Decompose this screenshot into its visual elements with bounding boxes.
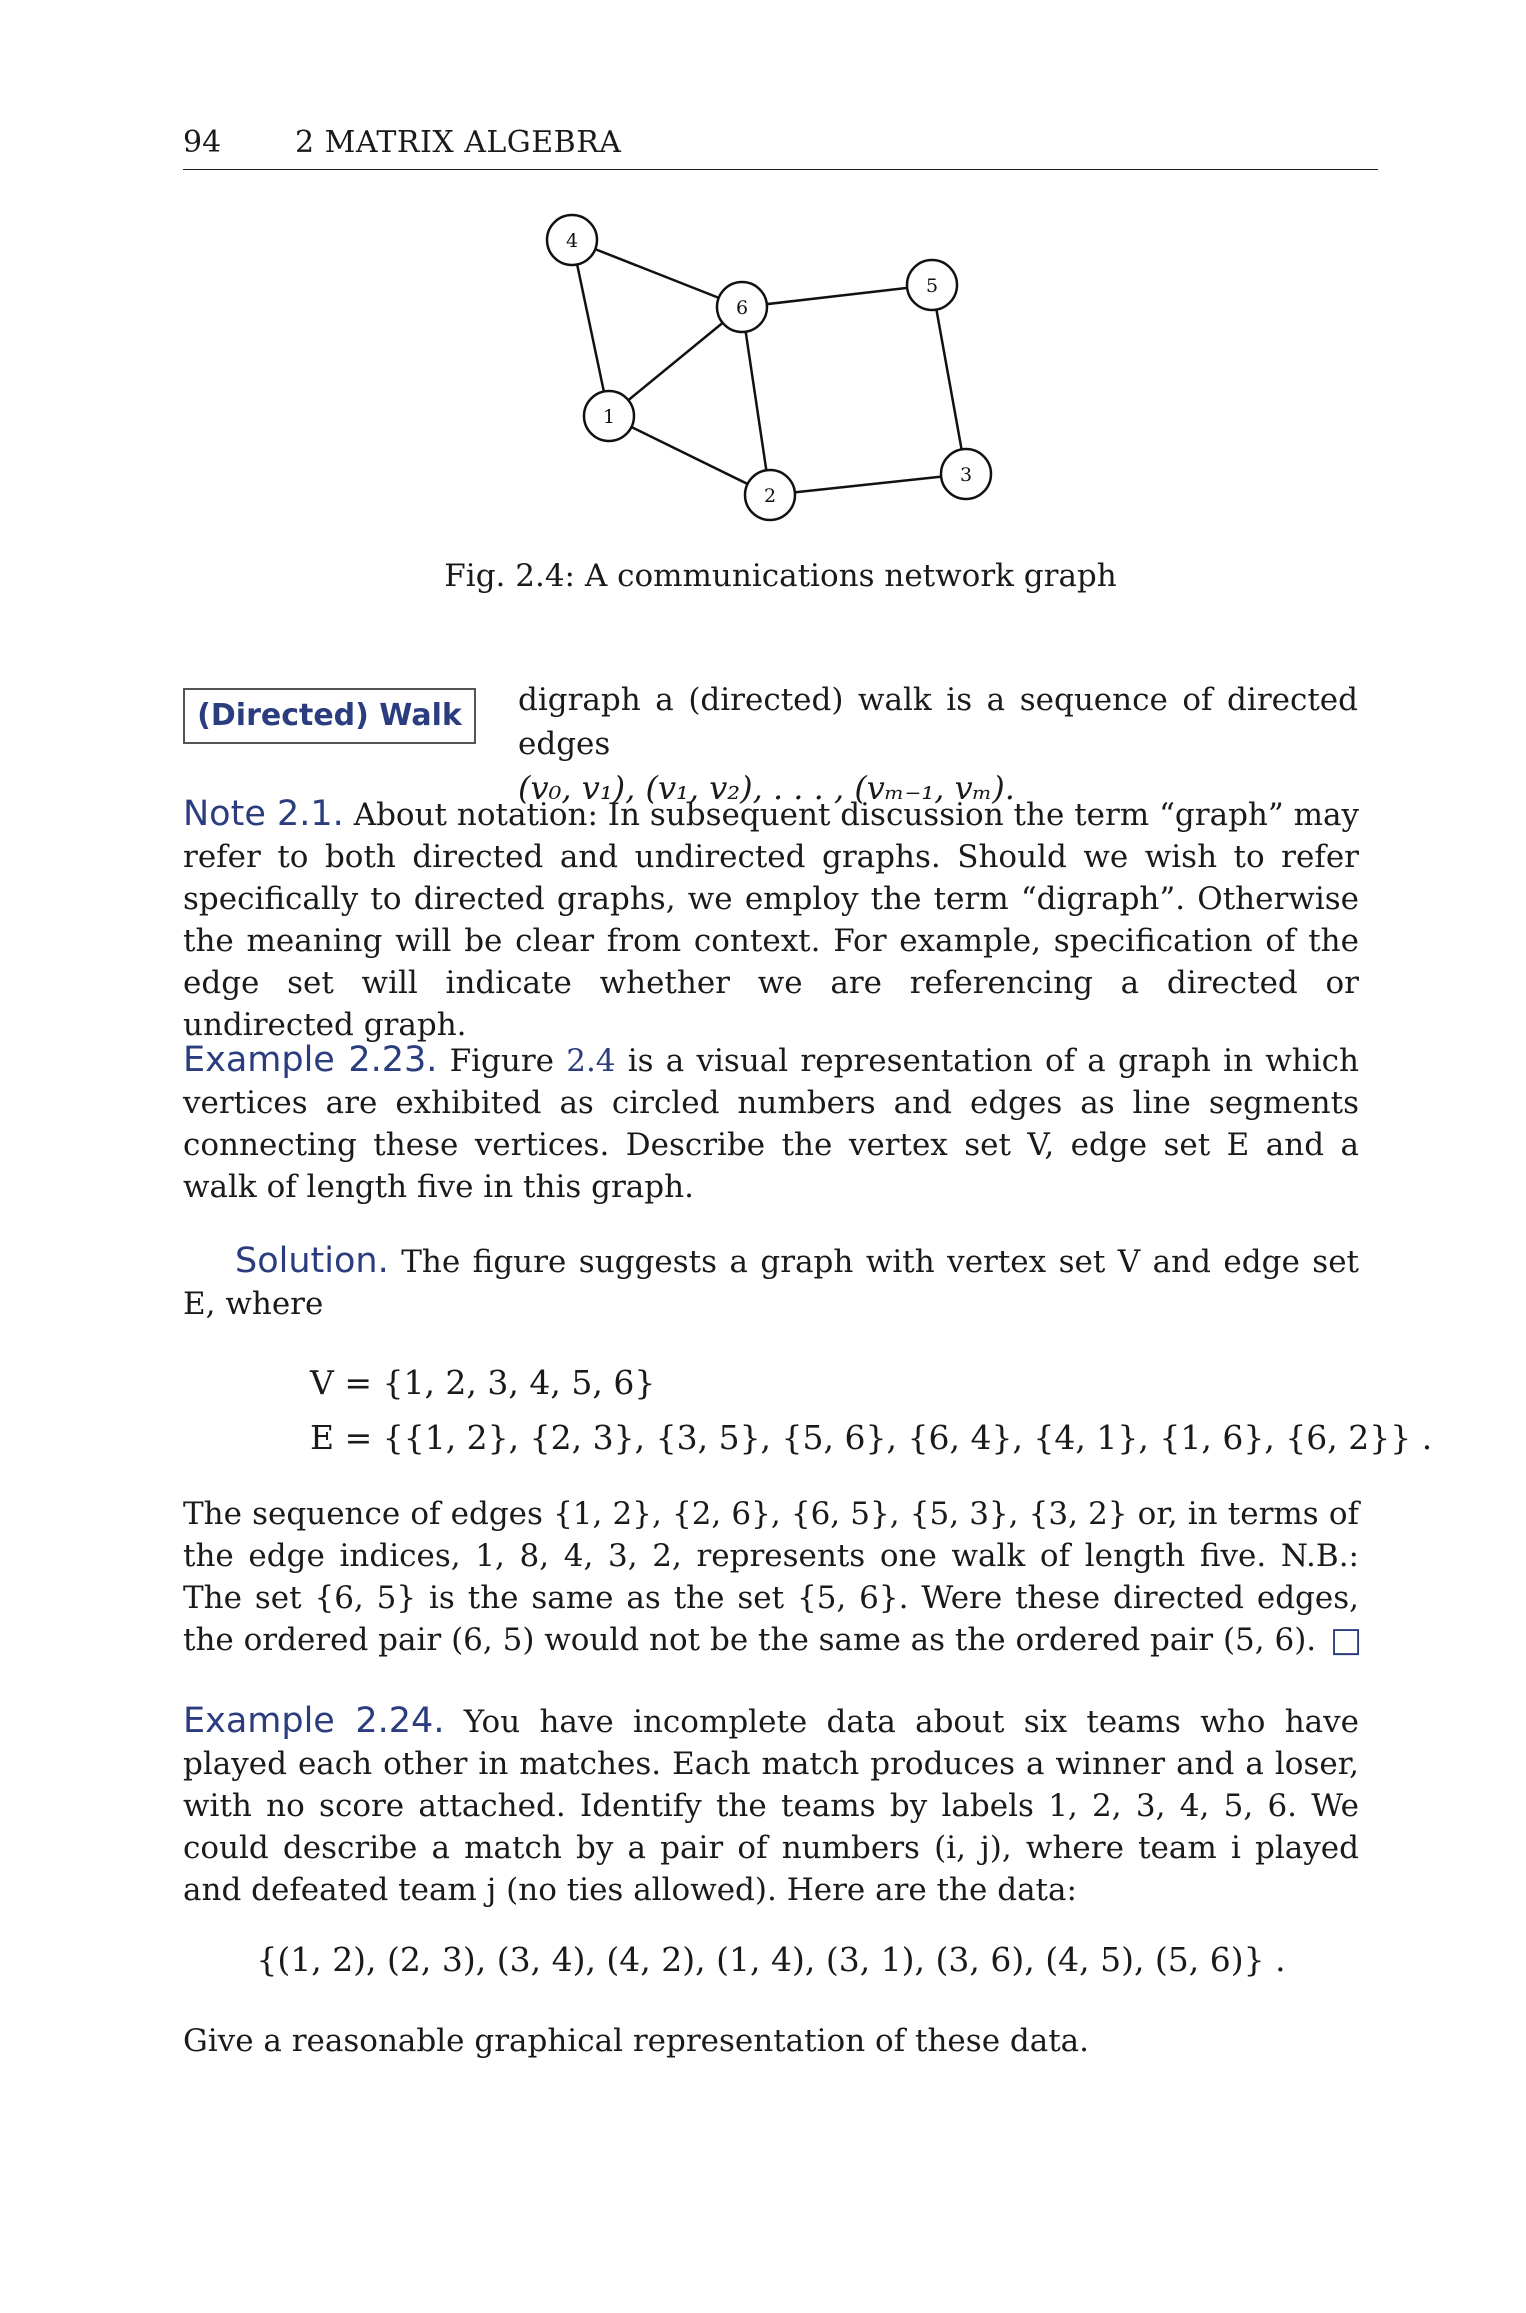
- edge-1-2: [609, 416, 770, 495]
- walk-definition: [518, 678, 1358, 810]
- running-header: [183, 125, 1378, 170]
- example-text: You have incomplete data about six teams who have played each other in matches. Each match produces a winner and a loser, with no score attached. Identify the teams by labels 1, 2, 3, 4, 5, 6. We could describe a match by a pair of numbers (i, j), where team i played and defeated team j (no ties allowed). Here are the data:: [183, 1704, 1360, 1908]
- example-heading: Example 2.24.: [183, 1701, 445, 1741]
- solution-text: The figure suggests a graph with vertex set V and edge set E, where: [183, 1244, 1359, 1322]
- margin-definition-box: (Directed) Walk: [183, 688, 476, 744]
- closing-sentence: Give a reasonable graphical representation of these data.: [183, 2023, 1090, 2059]
- solution-intro: [183, 1240, 1359, 1325]
- example-text-after: is a visual representation of a graph in which vertices are exhibited as circled numbers and edges as line segments connecting these vertices. Describe the vertex set V, edge set E and a walk of length five in this graph.: [183, 1043, 1359, 1205]
- edge-6-5: [742, 285, 932, 307]
- vertex-1: [584, 391, 634, 441]
- edge-6-2: [742, 307, 770, 495]
- solution-paragraph: [183, 1493, 1359, 1661]
- example-text-before: Figure: [449, 1043, 555, 1079]
- example-heading: Example 2.23.: [183, 1040, 438, 1080]
- example-2-23: [183, 1039, 1359, 1208]
- vertex-label: 4: [565, 230, 579, 252]
- vertex-label: 2: [763, 485, 777, 507]
- note-heading: Note 2.1.: [183, 794, 344, 834]
- solution-paragraph-text: The sequence of edges {1, 2}, {2, 6}, {6, 5}, {5, 3}, {3, 2} or, in terms of the edge indices, 1, 8, 4, 3, 2, represents one walk of length five. N.B.: The set {6, 5} is the same as the set {5, 6}. Were these directed edges, the ordered pair (6, 5) would not be the same as the ordered pair (5, 6).: [183, 1496, 1359, 1658]
- match-data-equation: {(1, 2), (2, 3), (3, 4), (4, 2), (1, 4), (3, 1), (3, 6), (4, 5), (5, 6)} .: [256, 1940, 1286, 1979]
- vertex-2: [745, 470, 795, 520]
- note-text: About notation: In subsequent discussion the term “graph” may refer to both directed and undirected graphs. Should we wish to refer specifically to directed graphs, we employ the term “digraph”. Otherwise the meaning will be clear from context. For example, specification of the edge set will indicate whether we are referencing a directed or undirected graph.: [183, 797, 1360, 1043]
- vertex-5: [907, 260, 957, 310]
- vertex-4: [547, 215, 597, 265]
- vertex-3: [941, 449, 991, 499]
- vertex-set-equation: V = {1, 2, 3, 4, 5, 6}: [310, 1363, 656, 1402]
- chapter-title: 2 MATRIX ALGEBRA: [295, 125, 622, 160]
- edge-2-3: [770, 474, 966, 495]
- walk-definition-line2: (v₀, v₁), (v₁, v₂), . . . , (vₘ₋₁, vₘ).: [518, 769, 1015, 807]
- solution-heading: Solution.: [235, 1241, 389, 1281]
- walk-definition-line1: digraph a (directed) walk is a sequence of directed edges: [518, 682, 1358, 762]
- vertex-label: 5: [925, 275, 939, 297]
- network-graph-figure: [520, 210, 1020, 540]
- qed-symbol: □: [1330, 1620, 1363, 1660]
- edge-5-3: [932, 285, 966, 474]
- vertex-label: 6: [735, 297, 749, 319]
- edge-4-6: [572, 240, 742, 307]
- figure-reference-link[interactable]: 2.4: [566, 1043, 616, 1079]
- page-number: 94: [183, 125, 222, 160]
- vertex-label: 3: [959, 464, 973, 486]
- edge-4-1: [572, 240, 609, 416]
- figure-caption: Fig. 2.4: A communications network graph: [444, 558, 1117, 594]
- note-2-1: [183, 793, 1359, 1046]
- example-2-24: [183, 1700, 1359, 1911]
- vertex-6: [717, 282, 767, 332]
- vertex-label: 1: [602, 406, 616, 428]
- edge-set-equation: E = {{1, 2}, {2, 3}, {3, 5}, {5, 6}, {6, 4}, {4, 1}, {1, 6}, {6, 2}} .: [310, 1418, 1433, 1457]
